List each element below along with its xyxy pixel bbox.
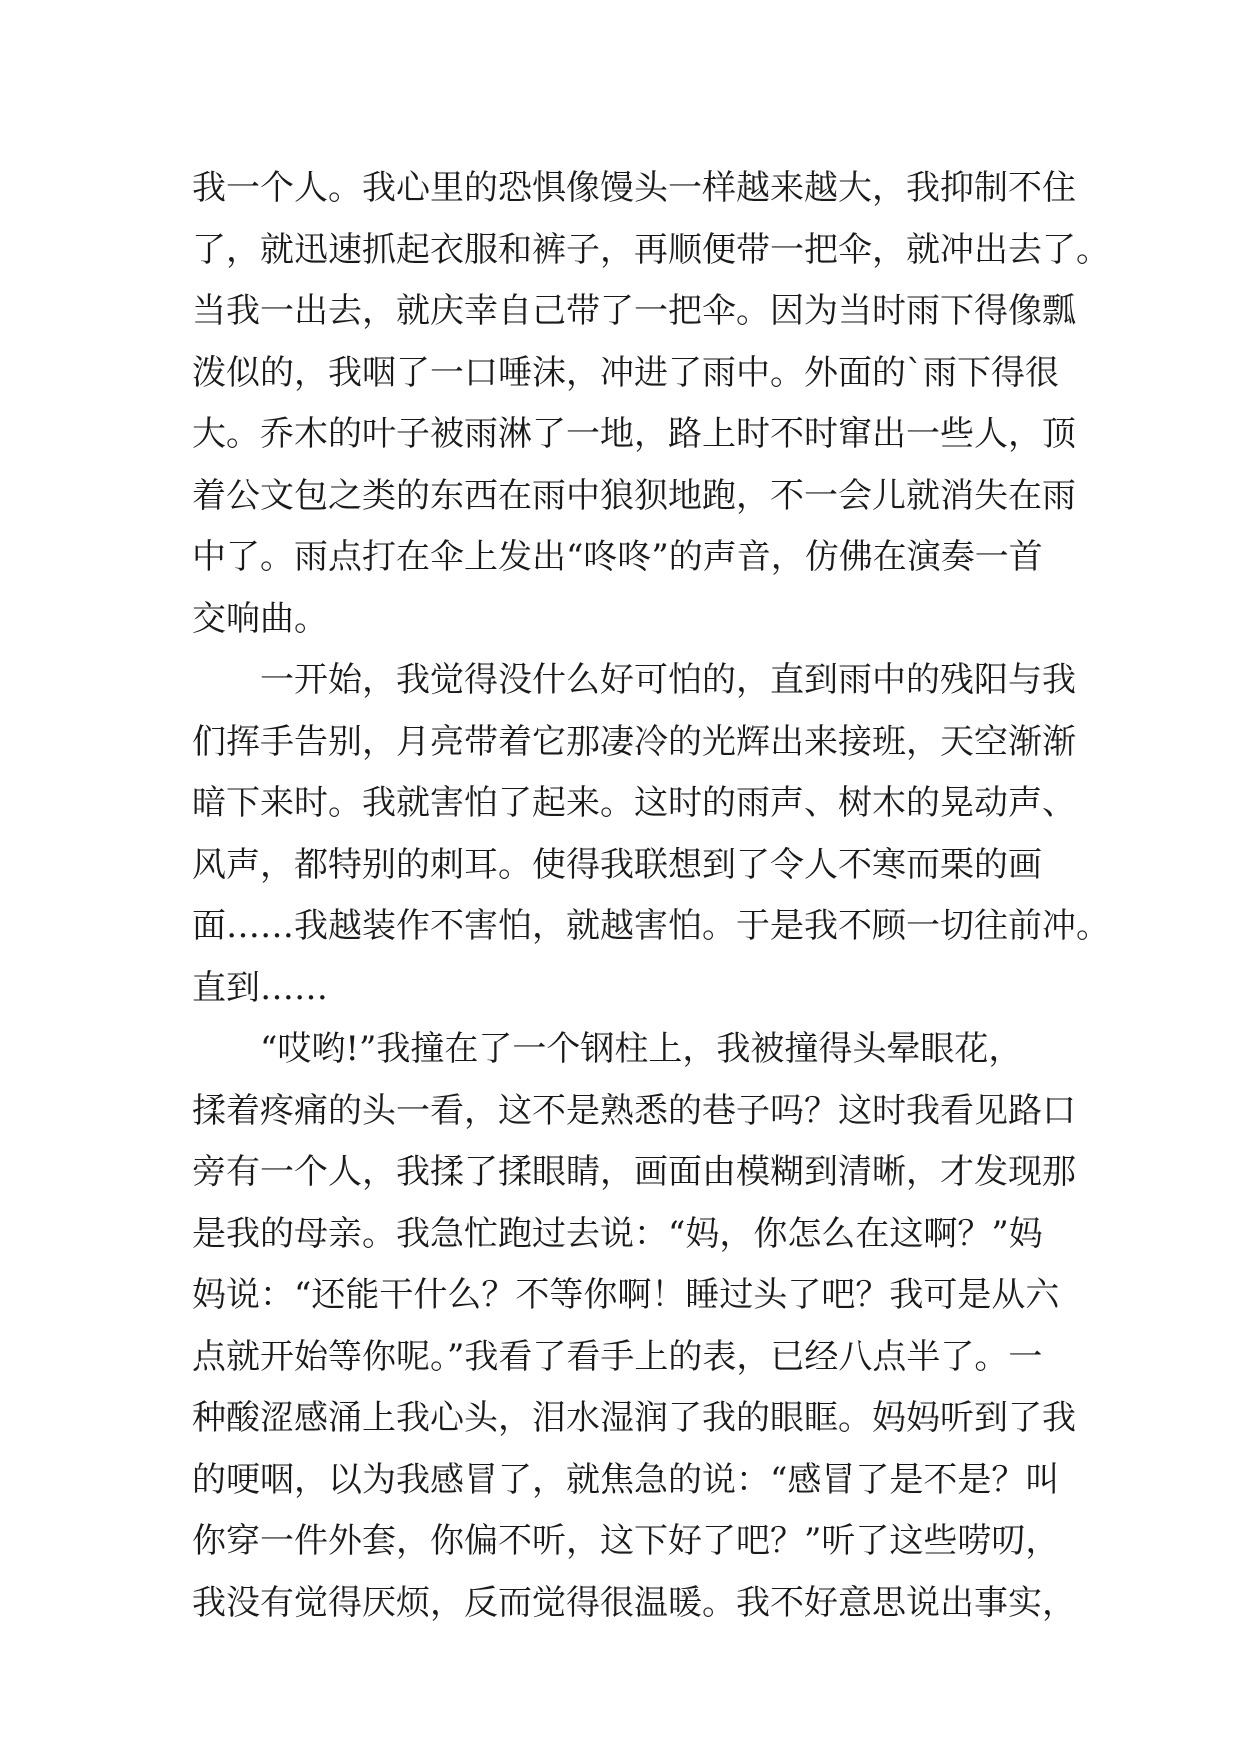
- text-line: 的哽咽，以为我感冒了，就焦急的说：“感冒了是不是？叫: [192, 1459, 1060, 1500]
- text-line: 妈说：“还能干什么？不等你啊！睡过头了吧？我可是从六: [192, 1275, 1060, 1315]
- text-line: 暗下来时。我就害怕了起来。这时的雨声、树木的晃动声、: [192, 783, 1076, 823]
- paragraph-start-line: “哎哟!”我撞在了一个钢柱上，我被撞得头晕眼花，: [260, 1029, 1023, 1069]
- text-line: 中了。雨点打在伞上发出“咚咚”的声音，仿佛在演奏一首: [192, 537, 1043, 577]
- text-line: 面……我越装作不害怕，就越害怕。于是我不顾一切往前冲。: [192, 906, 1110, 946]
- text-line: 当我一出去，就庆幸自己带了一把伞。因为当时雨下得像瓢: [192, 291, 1076, 331]
- text-line: 风声，都特别的刺耳。使得我联想到了令人不寒而栗的画: [192, 844, 1042, 885]
- text-line: 揉着疼痛的头一看，这不是熟悉的巷子吗？这时我看见路口: [192, 1090, 1076, 1131]
- text-line: 我一个人。我心里的恐惧像馒头一样越来越大，我抑制不住: [192, 168, 1076, 208]
- text-line: 旁有一个人，我揉了揉眼睛，画面由模糊到清晰，才发现那: [192, 1152, 1076, 1192]
- text-line: 大。乔木的叶子被雨淋了一地，路上时不时窜出一些人，顶: [192, 414, 1076, 454]
- paragraph-start-line: 一开始，我觉得没什么好可怕的，直到雨中的残阳与我: [260, 660, 1076, 700]
- text-line: 你穿一件外套，你偏不听，这下好了吧？”听了这些唠叨，: [192, 1521, 1060, 1561]
- text-line: 们挥手告别，月亮带着它那凄冷的光辉出来接班，天空渐渐: [192, 721, 1076, 762]
- text-line: 直到……: [192, 967, 328, 1008]
- text-line: 是我的母亲。我急忙跑过去说：“妈，你怎么在这啊？”妈: [192, 1213, 1043, 1254]
- text-line: 种酸涩感涌上我心头，泪水湿润了我的眼眶。妈妈听到了我: [192, 1398, 1076, 1438]
- body-text: [192, 158, 1110, 1634]
- text-line: 交响曲。: [192, 598, 328, 639]
- text-line: 着公文包之类的东西在雨中狼狈地跑，不一会儿就消失在雨: [192, 475, 1076, 516]
- text-line: 泼似的，我咽了一口唾沫，冲进了雨中。外面的`雨下得很: [192, 352, 1059, 393]
- text-line: 了，就迅速抓起衣服和裤子，再顺便带一把伞，就冲出去了。: [192, 229, 1110, 270]
- text-line: 我没有觉得厌烦，反而觉得很温暖。我不好意思说出事实，: [192, 1582, 1076, 1623]
- text-line: 点就开始等你呢。”我看了看手上的表，已经八点半了。一: [192, 1336, 1043, 1377]
